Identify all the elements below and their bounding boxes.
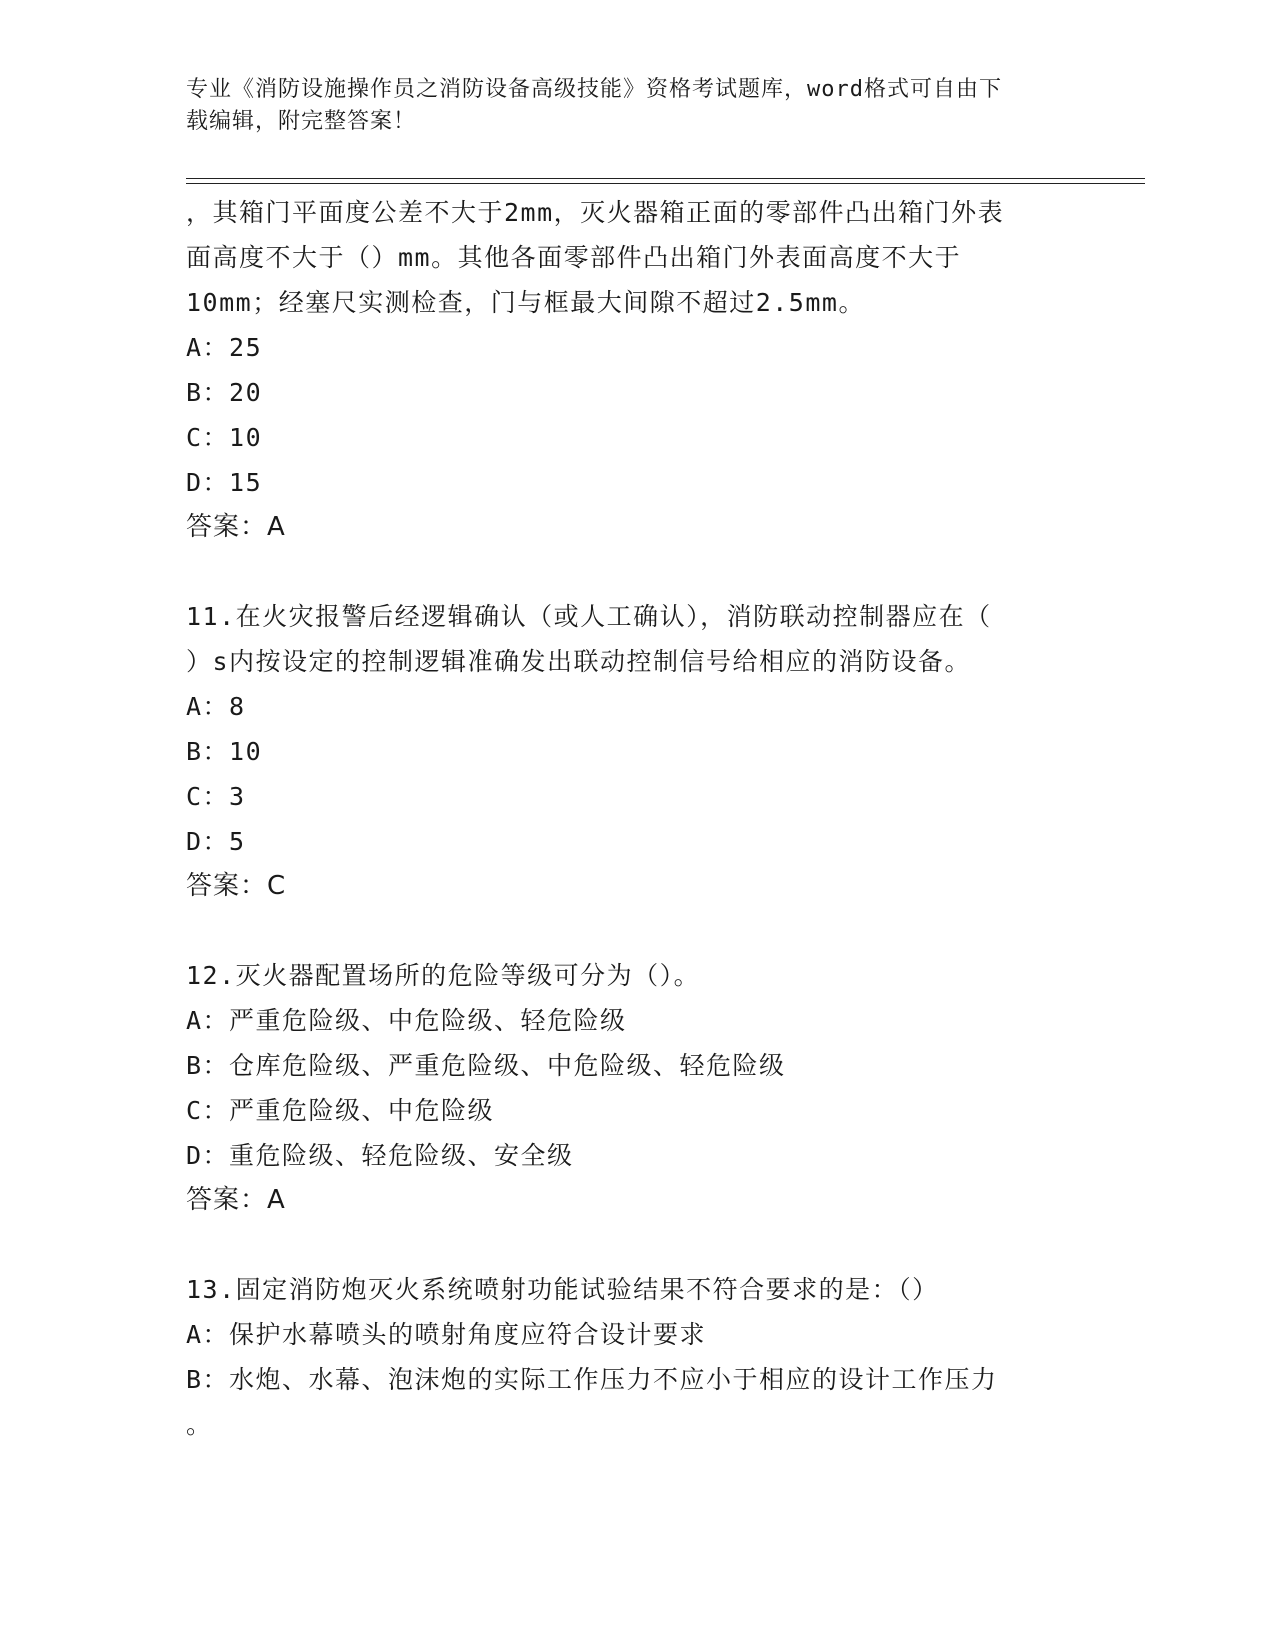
option-b: B：20 <box>186 378 263 407</box>
option-c: C：3 <box>186 782 246 811</box>
question-stem-line: 11.在火灾报警后经逻辑确认（或人工确认），消防联动控制器应在（ <box>186 602 992 631</box>
option-a: A：8 <box>186 692 246 721</box>
header-divider-top <box>186 178 1145 179</box>
option-d: D：15 <box>186 468 263 497</box>
document-header <box>186 74 1066 138</box>
question-11 <box>186 594 1086 909</box>
question-13 <box>186 1267 1086 1447</box>
question-stem-line: 13.固定消防炮灭火系统喷射功能试验结果不符合要求的是：（） <box>186 1275 939 1304</box>
option-d: D：重危险级、轻危险级、安全级 <box>186 1141 574 1170</box>
question-list <box>186 190 1086 1447</box>
option-b: B：水炮、水幕、泡沫炮的实际工作压力不应小于相应的设计工作压力 <box>186 1365 998 1394</box>
option-b: B：仓库危险级、严重危险级、中危险级、轻危险级 <box>186 1051 786 1080</box>
option-d: D：5 <box>186 827 246 856</box>
option-b: B：10 <box>186 737 263 766</box>
question-spacer <box>186 1223 1086 1267</box>
question-12 <box>186 953 1086 1223</box>
question-stem-line: 12.灭火器配置场所的危险等级可分为（）。 <box>186 961 701 990</box>
option-b-continuation: 。 <box>186 1410 213 1439</box>
question-stem-line: ）s内按设定的控制逻辑准确发出联动控制信号给相应的消防设备。 <box>186 647 972 676</box>
answer-line: 答案：C <box>186 871 287 901</box>
question-stem-line: ，其箱门平面度公差不大于2mm，灭火器箱正面的零部件凸出箱门外表 <box>186 198 1005 227</box>
answer-line: 答案：A <box>186 512 286 542</box>
header-line-2: 载编辑，附完整答案！ <box>186 109 417 134</box>
answer-line: 答案：A <box>186 1185 286 1215</box>
header-divider-bottom <box>186 183 1145 184</box>
question-stem-line: 面高度不大于（）mm。其他各面零部件凸出箱门外表面高度不大于 <box>186 243 962 272</box>
option-a: A：保护水幕喷头的喷射角度应符合设计要求 <box>186 1320 707 1349</box>
option-c: C：10 <box>186 423 263 452</box>
question-10 <box>186 190 1086 550</box>
question-spacer <box>186 909 1086 953</box>
header-line-1: 专业《消防设施操作员之消防设备高级技能》资格考试题库，word格式可自由下 <box>186 77 1002 102</box>
option-a: A：严重危险级、中危险级、轻危险级 <box>186 1006 627 1035</box>
option-c: C：严重危险级、中危险级 <box>186 1096 495 1125</box>
option-a: A：25 <box>186 333 263 362</box>
question-spacer <box>186 550 1086 594</box>
question-stem-line: 10mm；经塞尺实测检查，门与框最大间隙不超过2.5mm。 <box>186 288 865 317</box>
